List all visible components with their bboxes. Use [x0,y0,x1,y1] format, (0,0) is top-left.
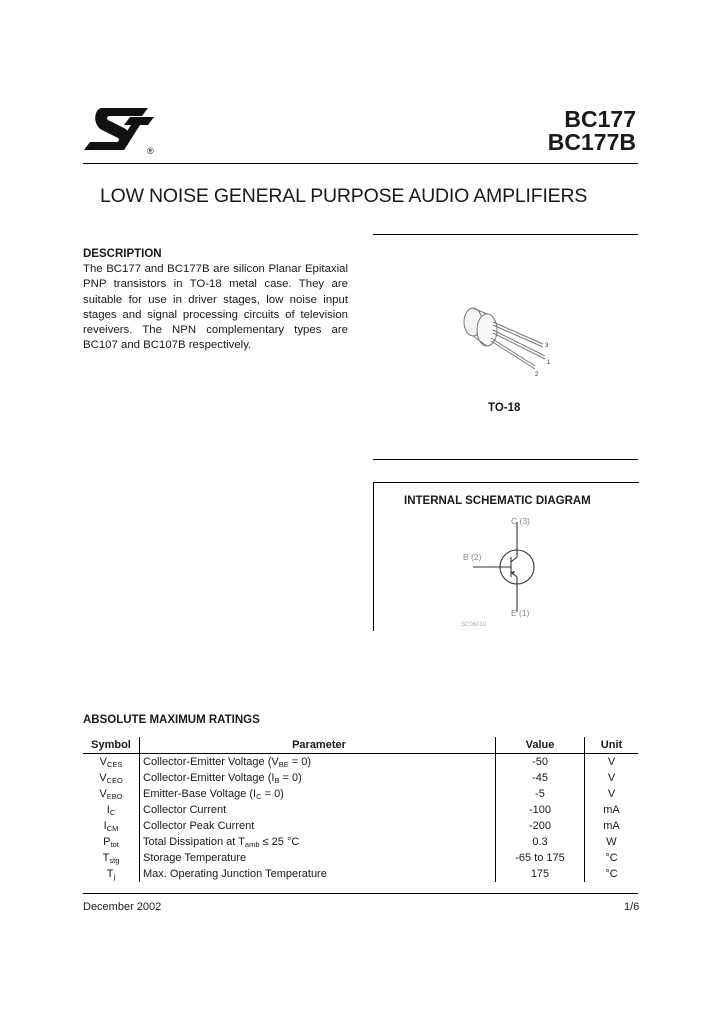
col-symbol: Symbol [83,737,140,754]
parameter-condition: = 0) [279,772,302,784]
symbol-letter: T [102,852,110,864]
table-row [83,866,638,882]
value-cell: -100 [496,802,585,818]
pnp-transistor-symbol [455,512,565,630]
symbol-subscript: CES [106,760,123,769]
symbol-subscript: CM [106,824,119,833]
parameter-cell [140,850,496,866]
unit-cell: W [606,836,617,848]
value-cell: -5 [496,786,585,802]
emitter-label: E (1) [511,608,530,618]
symbol-cell [83,802,140,818]
description-heading: DESCRIPTION [83,248,162,260]
table-header-row [83,737,638,754]
value-cell: -50 [496,754,585,771]
collector-label: C (3) [511,516,530,526]
description-body: The BC177 and BC177B are silicon Planar Epitaxial PNP transistors in TO-18 metal case. They are suitable for use in driver stages, low noise input stages and signal processing circuits of television reveivers. The NPN complementary types are BC107 and BC107B respectively. [83,263,348,352]
symbol-cell [83,834,140,850]
table-row [83,786,638,802]
parameter-text: Collector-Emitter Voltage (V [143,756,279,768]
parameter-cell [140,786,496,802]
package-bottom-rule [373,459,638,460]
symbol-letter: I [106,804,110,816]
registered-mark: ® [147,146,154,156]
parameter-text: Emitter-Base Voltage (I [143,788,257,800]
parameter-cell [140,754,496,771]
page-number: 1/6 [624,901,640,913]
unit-cell: °C [605,852,618,864]
symbol-letter: T [106,868,114,880]
table-row [83,802,638,818]
parameter-text: Collector Current [143,804,227,816]
col-unit: Unit [600,739,623,751]
base-label: B (2) [463,552,482,562]
value-cell: -200 [496,818,585,834]
unit-cell: V [607,788,616,800]
table-row [83,834,638,850]
page-title: LOW NOISE GENERAL PURPOSE AUDIO AMPLIFIERS [100,185,588,207]
pin-label: 3 [545,343,549,349]
ratings-table [83,737,638,882]
parameter-condition: = 0) [288,756,312,768]
symbol-subscript: j [113,872,116,881]
symbol-cell [83,770,140,786]
table-row [83,770,638,786]
pin-label: 1 [547,360,551,366]
schematic-ref-code: SC06010 [461,622,487,628]
parameter-subscript: amb [244,840,260,849]
value-cell: -45 [496,770,585,786]
parameter-subscript: BE [278,760,289,769]
footer-rule [83,893,638,894]
parameter-text: Collector-Emitter Voltage (I [143,772,275,784]
footer-date: December 2002 [83,901,162,913]
parameter-text: Collector Peak Current [143,820,255,832]
parameter-cell [140,818,496,834]
header-rule [83,163,638,164]
pin-label: 2 [535,372,539,378]
symbol-letter: V [99,772,107,784]
schematic-title: INTERNAL SCHEMATIC DIAGRAM [404,495,591,507]
symbol-cell [83,754,140,771]
unit-cell: V [607,756,616,768]
to18-package-image [455,300,565,380]
table-row [83,754,638,771]
parameter-cell [140,834,496,850]
unit-cell: °C [605,868,618,880]
parameter-subscript: B [274,776,280,785]
st-logo [84,108,160,158]
value-cell: 175 [496,866,585,882]
symbol-cell [83,866,140,882]
parameter-text: Total Dissipation at T [143,836,245,848]
col-parameter: Parameter [140,737,496,754]
part-number-bc177: BC177 [564,106,636,132]
symbol-letter: I [103,820,107,832]
symbol-subscript: stg [109,856,120,865]
symbol-subscript: C [109,808,116,817]
unit-cell: mA [603,804,620,816]
parameter-text: Storage Temperature [143,852,247,864]
parameter-cell [140,770,496,786]
unit-cell: V [607,772,616,784]
symbol-letter: V [99,788,107,800]
col-value: Value [496,737,585,754]
symbol-cell [83,850,140,866]
value-cell: -65 to 175 [496,850,585,866]
parameter-condition: ≤ 25 °C [259,836,300,848]
ratings-heading: ABSOLUTE MAXIMUM RATINGS [83,714,260,726]
parameter-text: Max. Operating Junction Temperature [143,868,327,880]
symbol-subscript: tot [110,840,119,849]
value-cell: 0.3 [496,834,585,850]
symbol-cell [83,818,140,834]
parameter-condition: = 0) [261,788,284,800]
table-row [83,850,638,866]
package-label: TO-18 [488,402,521,414]
table-row [83,818,638,834]
parameter-cell [140,802,496,818]
package-top-rule [373,234,638,235]
parameter-cell [140,866,496,882]
symbol-subscript: EBO [106,792,123,801]
symbol-subscript: CEO [106,776,123,785]
symbol-letter: P [103,836,111,848]
part-number-bc177b: BC177B [547,129,636,155]
symbol-letter: V [99,756,107,768]
parameter-subscript: C [256,792,262,801]
unit-cell: mA [603,820,620,832]
symbol-cell [83,786,140,802]
